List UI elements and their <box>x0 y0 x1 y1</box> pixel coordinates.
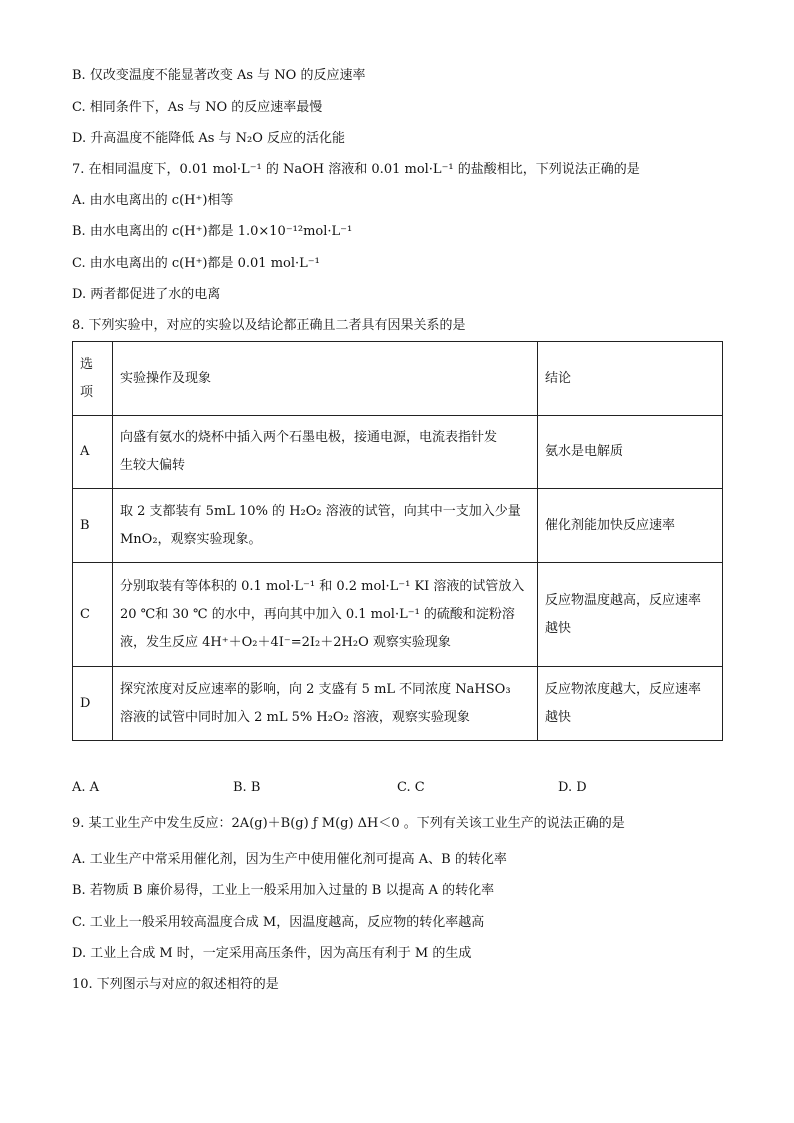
q9-stem: 9. 某工业生产中发生反应：2A(g)＋B(g) ƒ M(g) ΔH＜0 。下列有关该工业生产的说法正确的是 <box>72 816 625 831</box>
header-conclusion: 结论 <box>538 342 723 416</box>
q8-choice-b: B. B <box>233 780 261 795</box>
row-d-option: D <box>73 667 113 741</box>
row-c-conclusion: 反应物温度越高，反应速率 越快 <box>538 563 723 667</box>
row-b-option: B <box>73 489 113 563</box>
q8-choice-c: C. C <box>397 780 425 795</box>
row-d-conclusion: 反应物浓度越大，反应速率 越快 <box>538 667 723 741</box>
row-a-conclusion: 氨水是电解质 <box>538 416 723 489</box>
q7-option-c: C. 由水电离出的 c(H⁺)都是 0.01 mol·L⁻¹ <box>72 256 320 271</box>
q9-option-d: D. 工业上合成 M 时，一定采用高压条件，因为高压有利于 M 的生成 <box>72 946 472 961</box>
q6-option-d: D. 升高温度不能降低 As 与 N₂O 反应的活化能 <box>72 131 346 146</box>
row-b-operation: 取 2 支都装有 5mL 10% 的 H₂O₂ 溶液的试管，向其中一支加入少量 MnO₂，观察实验现象。 <box>113 489 538 563</box>
q8-choice-d: D. D <box>558 780 587 795</box>
table-row-d <box>73 667 723 741</box>
table-row-a <box>73 416 723 489</box>
q7-option-a: A. 由水电离出的 c(H⁺)相等 <box>72 193 234 208</box>
row-a-option: A <box>73 416 113 489</box>
header-operation: 实验操作及现象 <box>113 342 538 416</box>
q7-option-d: D. 两者都促进了水的电离 <box>72 287 221 302</box>
header-option: 选项 <box>73 342 113 416</box>
q6-option-c: C. 相同条件下，As 与 NO 的反应速率最慢 <box>72 100 323 115</box>
row-b-conclusion: 催化剂能加快反应速率 <box>538 489 723 563</box>
q7-stem: 7. 在相同温度下，0.01 mol·L⁻¹ 的 NaOH 溶液和 0.01 mol·L⁻¹ 的盐酸相比，下列说法正确的是 <box>72 162 640 177</box>
row-c-option: C <box>73 563 113 667</box>
row-c-operation: 分别取装有等体积的 0.1 mol·L⁻¹ 和 0.2 mol·L⁻¹ KI 溶液的试管放入 20 ℃和 30 ℃ 的水中，再向其中加入 0.1 mol·L⁻¹ 的硫酸和淀粉溶 液，发生反应 4H⁺＋O₂＋4I⁻=2I₂＋2H₂O 观察实验现象 <box>113 563 538 667</box>
q10-stem: 10. 下列图示与对应的叙述相符的是 <box>72 977 279 992</box>
table-row-c <box>73 563 723 667</box>
q8-choice-a: A. A <box>72 780 100 795</box>
q9-option-a: A. 工业生产中常采用催化剂，因为生产中使用催化剂可提高 A、B 的转化率 <box>72 852 507 867</box>
q7-option-b: B. 由水电离出的 c(H⁺)都是 1.0×10⁻¹²mol·L⁻¹ <box>72 224 353 239</box>
q8-stem: 8. 下列实验中，对应的实验以及结论都正确且二者具有因果关系的是 <box>72 318 466 333</box>
row-d-operation: 探究浓度对反应速率的影响，向 2 支盛有 5 mL 不同浓度 NaHSO₃ 溶液的试管中同时加入 2 mL 5% H₂O₂ 溶液，观察实验现象 <box>113 667 538 741</box>
table-row-b <box>73 489 723 563</box>
q9-option-c: C. 工业上一般采用较高温度合成 M，因温度越高，反应物的转化率越高 <box>72 915 485 930</box>
table-header-row <box>73 342 723 416</box>
row-a-operation: 向盛有氨水的烧杯中插入两个石墨电极，接通电源，电流表指针发 生较大偏转 <box>113 416 538 489</box>
q8-table <box>72 341 723 741</box>
q9-option-b: B. 若物质 B 廉价易得，工业上一般采用加入过量的 B 以提高 A 的转化率 <box>72 883 495 898</box>
q6-option-b: B. 仅改变温度不能显著改变 As 与 NO 的反应速率 <box>72 68 366 83</box>
